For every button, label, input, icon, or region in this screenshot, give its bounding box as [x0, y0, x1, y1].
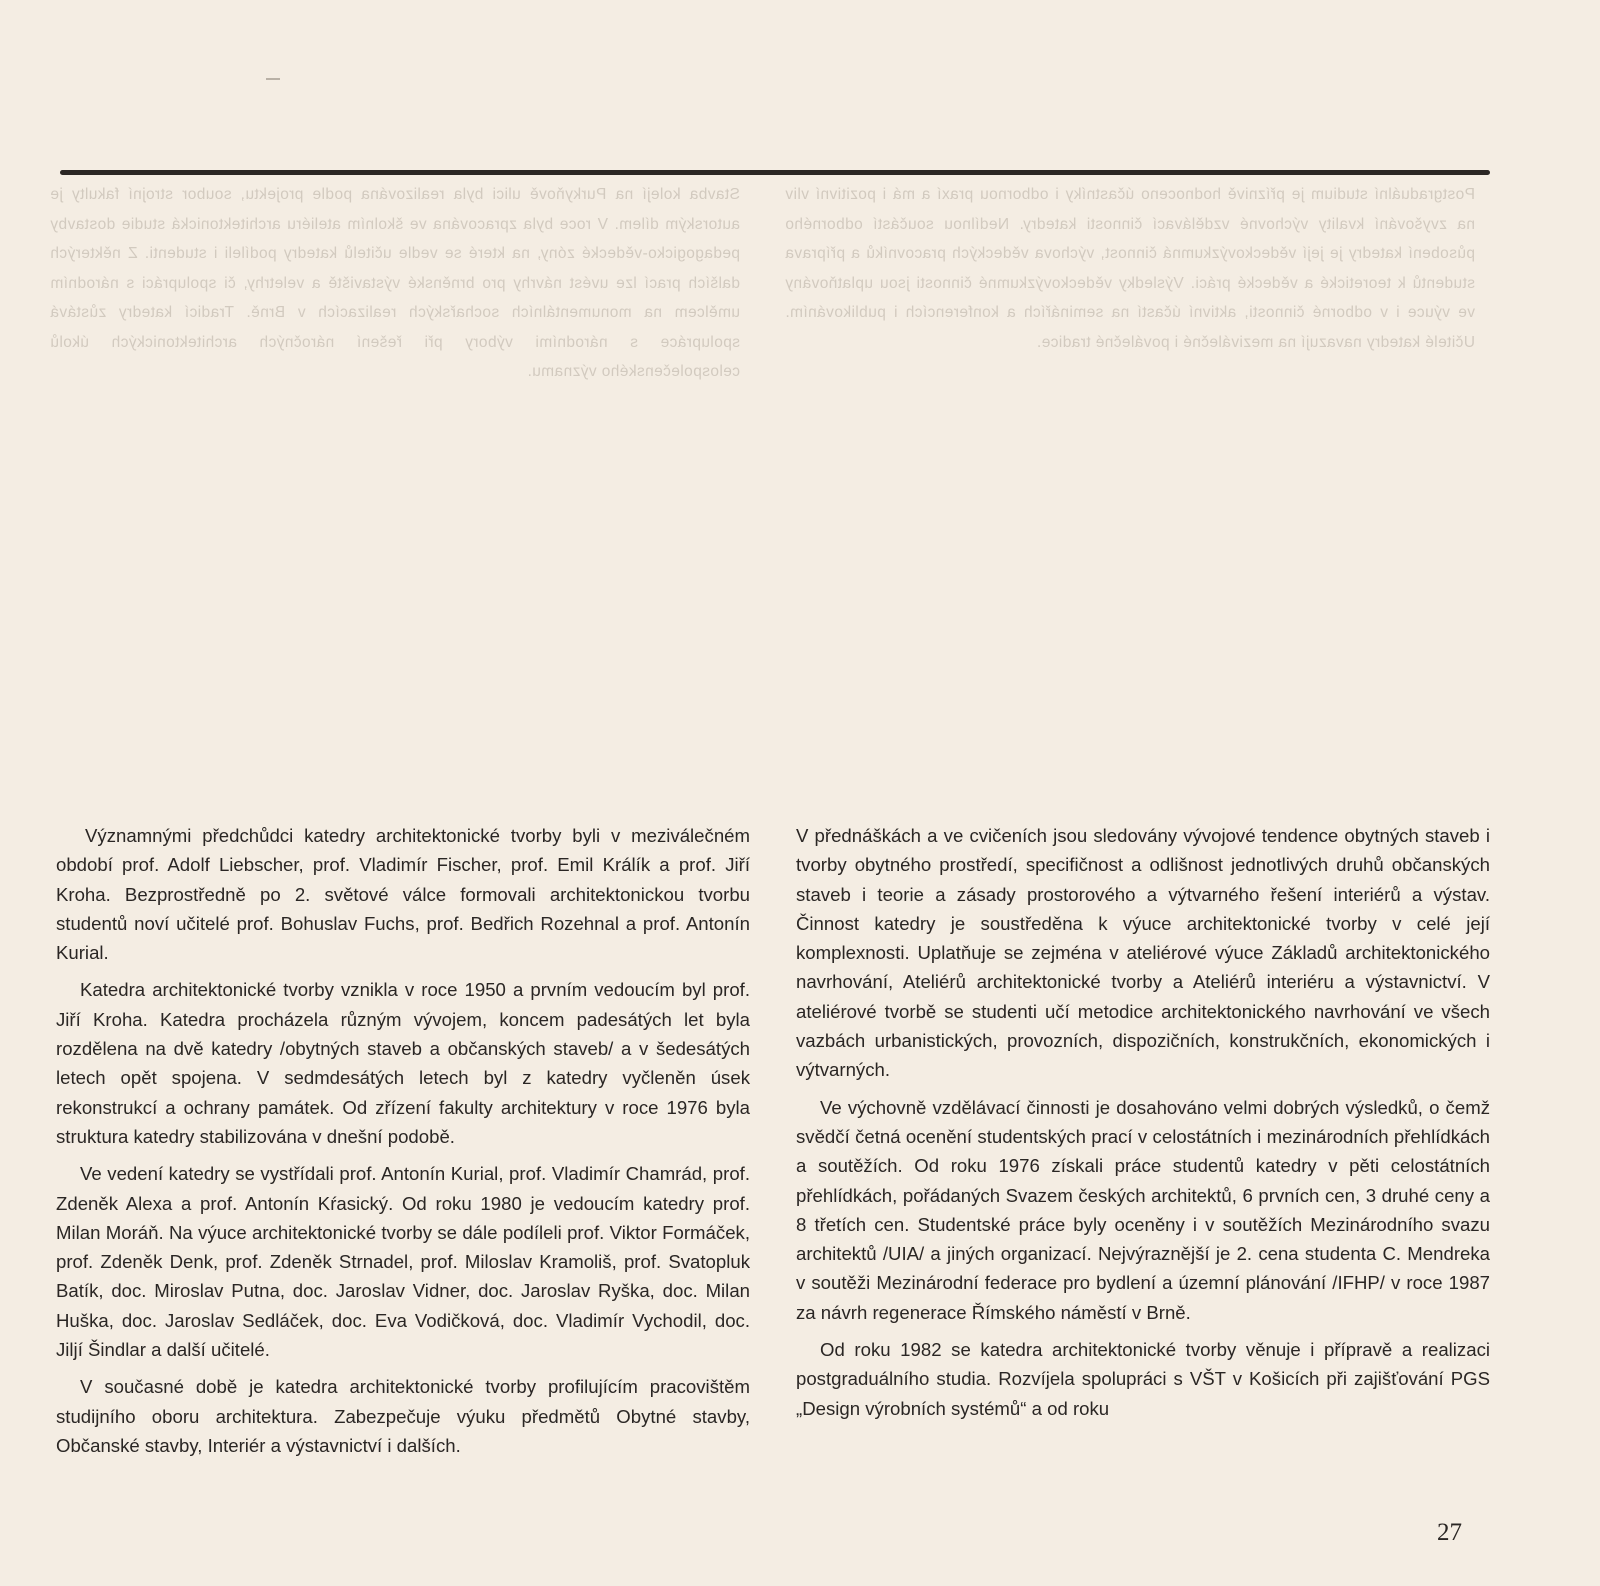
left-text-column — [56, 821, 750, 1468]
paragraph: V přednáškách a ve cvičeních jsou sledovány vývojové tendence obytných staveb i tvorby obytného prostředí, specifičnost a odlišnost jednotlivých druhů občanských staveb i teorie a zásady prostorového a výtvarného řešení interiérů a výstav. Činnost katedry je soustředěna k výuce architektonické tvorby v celé její komplexnosti. Uplatňuje se zejména v ateliérové výuce Základů architektonického navrhování, Ateliérů architektonické tvorby a Ateliérů interiéru a výstavnictví. V ateliérové tvorbě se studenti učí metodice architektonického navrhování ve všech vazbách urbanistických, provozních, dispozičních, konstrukčních, ekonomických i výtvarných. — [796, 825, 1490, 1081]
paragraph: V současné době je katedra architektonické tvorby profilujícím pracovištěm studijního oboru architektura. Zabezpečuje výuku předmětů Obytné stavby, Občanské stavby, Interiér a výstavnictví i dalších. — [56, 1376, 750, 1456]
header-rule — [60, 170, 1490, 175]
show-through-left: Stavba kolejí na Purkyňově ulici byla realizována podle projektu, soubor strojní fakulty je autorským dílem. V roce byla zpracována ve školním ateliéru architektonická studie dostavby pedagogicko-vědecké zóny, na které se vedle učitelů katedry podíleli i studenti. Z některých dalších prací lze uvést návrhy pro brněnské výstaviště a veletrhy, či spolupráci s národním umělcem na monumentálních sochařských realizacích v Brně. Tradicí katedry zůstává spolupráce s národními výbory při řešení náročných architektonických úkolů celospolečenského významu. — [50, 186, 740, 380]
paragraph: Ve výchovně vzdělávací činnosti je dosahováno velmi dobrých výsledků, o čemž svědčí četná ocenění studentských prací v celostátních i mezinárodních přehlídkách a soutěžích. Od roku 1976 získali práce studentů katedry v pěti celostátních přehlídkách, pořádaných Svazem českých architektů, 6 prvních cen, 3 druhé ceny a 8 třetích cen. Studentské práce byly oceněny i v soutěžích Mezinárodního svazu architektů /UIA/ a jiných organizací. Nejvýraznější je 2. cena studenta C. Mendreka v soutěži Mezinárodní federace pro bydlení a územní plánování /IFHP/ v roce 1987 za návrh regenerace Římského náměstí v Brně. — [796, 1096, 1490, 1323]
top-mark — [266, 78, 280, 80]
paragraph: Katedra architektonické tvorby vznikla v roce 1950 a prvním vedoucím byl prof. Jiří Kroha. Katedra procházela různým vývojem, koncem padesátých let byla rozdělena na dvě katedry /obytných staveb a občanských staveb/ a v šedesátých letech opět spojena. V sedmdesátých letech byl z katedry vyčleněn úsek rekonstrukcí a ochrany památek. Od zřízení fakulty architektury v roce 1976 byla struktura katedry stabilizována v dnešní podobě. — [56, 979, 750, 1147]
right-text-column — [796, 821, 1490, 1431]
page-number: 27 — [1437, 1519, 1462, 1546]
paragraph: Ve vedení katedry se vystřídali prof. Antonín Kurial, prof. Vladimír Chamrád, prof. Zdeněk Alexa a prof. Antonín Kŕasický. Od roku 1980 je vedoucím katedry prof. Milan Moráň. Na výuce architektonické tvorby se dále podíleli prof. Viktor Formáček, prof. Zdeněk Denk, prof. Zdeněk Strnadel, prof. Miloslav Kramoliš, prof. Svatopluk Batík, doc. Miroslav Putna, doc. Jaroslav Vidner, doc. Jaroslav Ryška, doc. Milan Huška, doc. Jaroslav Sedláček, doc. Eva Vodičková, doc. Vladimír Vychodil, doc. Jiljí Šindlar a další učitelé. — [56, 1163, 750, 1361]
paragraph: Významnými předchůdci katedry architektonické tvorby byli v meziválečném období prof. Adolf Liebscher, prof. Vladimír Fischer, prof. Emil Králík a prof. Jiří Kroha. Bezprostředně po 2. světové válce formovali architektonickou tvorbu studentů noví učitelé prof. Bohuslav Fuchs, prof. Bedřich Rozehnal a prof. Antonín Kurial. — [56, 825, 750, 964]
show-through-right: Postgraduální studium je příznivě hodnoceno účastníky i odbornou praxí a má i pozitivní vliv na zvyšování kvality výchovné vzdělávací činnosti katedry. Nedílnou součástí odborného působení katedry je její vědeckovýzkumná činnost, výchova vědeckých pracovníků a příprava studentů k teoretické a vědecké práci. Výsledky vědeckovýzkumné činnosti jsou uplatňovány ve výuce i v odborné činnosti, aktivní účastí na seminářích a konferencích i publikováním. Učitelé katedry navazují na meziválečné i poválečné tradice. — [785, 186, 1475, 351]
paragraph: Od roku 1982 se katedra architektonické tvorby věnuje i přípravě a realizaci postgraduálního studia. Rozvíjela spolupráci s VŠT v Košicích při zajišťování PGS „Design výrobních systémů“ a od roku — [796, 1339, 1490, 1419]
